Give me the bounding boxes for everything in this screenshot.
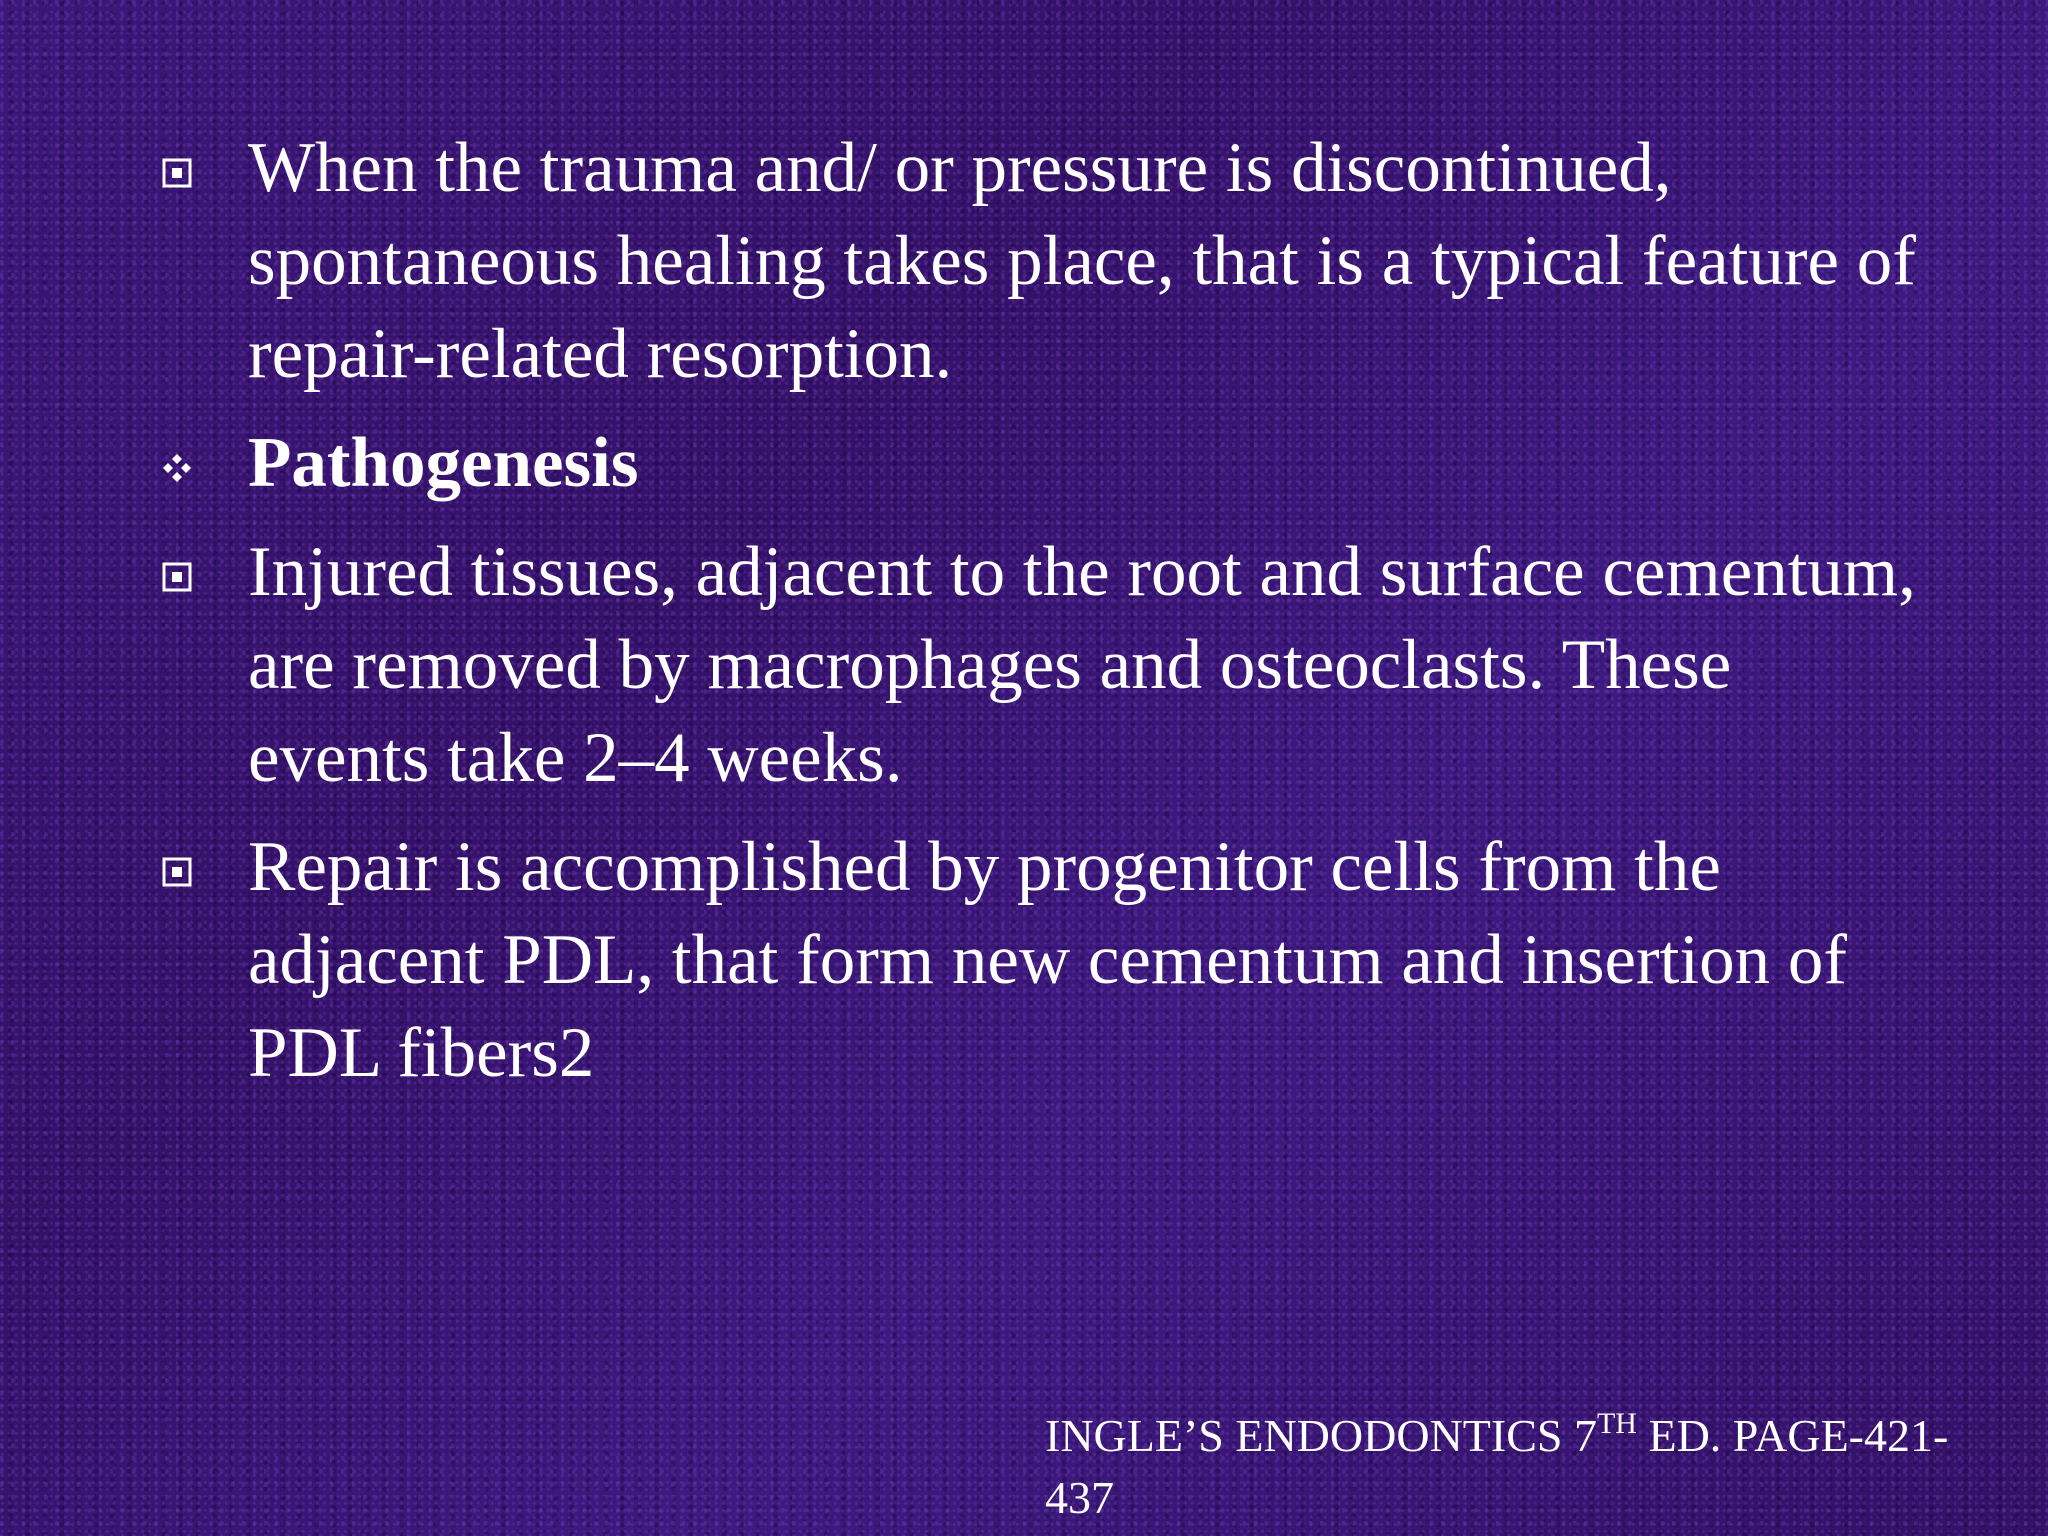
bullet-list xyxy=(150,122,1930,1116)
bullet-item-trauma xyxy=(150,122,1930,401)
bullet-text: When the trauma and/ or pressure is discontinued, spontaneous healing takes place, that is a typical feature of repair-related resorption. xyxy=(248,129,1916,393)
citation-text-start: INGLE’S ENDODONTICS 7 xyxy=(1045,1410,1597,1461)
citation-text-end: ED. PAGE-421-437 xyxy=(1045,1410,1949,1523)
boxed-square-bullet-icon xyxy=(162,857,192,887)
bullet-item-pathogenesis xyxy=(150,417,1930,510)
bullet-text: Repair is accomplished by progenitor cells from the adjacent PDL, that form new cementum and insertion of PDL fibers2 xyxy=(248,828,1847,1092)
boxed-square-bullet-icon xyxy=(162,562,192,592)
bullet-item-injured-tissues xyxy=(150,526,1930,805)
reference-citation xyxy=(1045,1405,2005,1529)
bullet-item-repair xyxy=(150,821,1930,1100)
section-heading: Pathogenesis xyxy=(248,424,639,502)
boxed-square-bullet-icon xyxy=(162,158,192,188)
four-diamond-bullet-icon xyxy=(162,453,192,483)
citation-superscript: TH xyxy=(1596,1407,1637,1440)
bullet-text: Injured tissues, adjacent to the root and surface cementum, are removed by macrophages and osteoclasts. These events take 2–4 weeks. xyxy=(248,533,1916,797)
